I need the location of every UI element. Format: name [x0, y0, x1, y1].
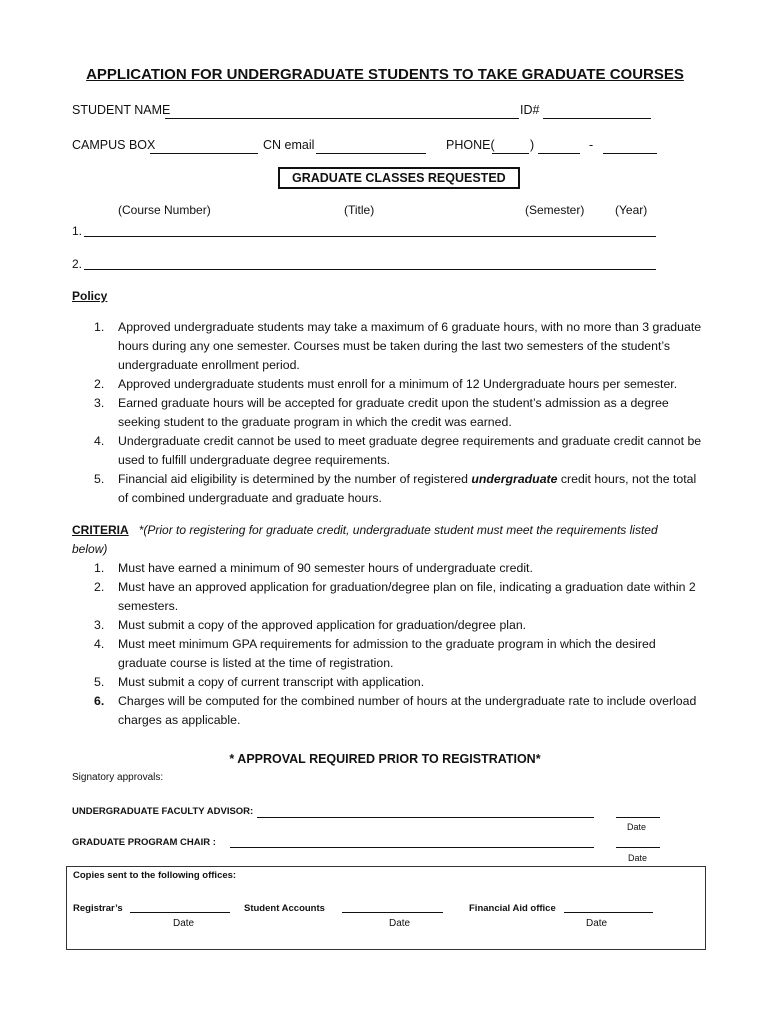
- student-name-field[interactable]: [165, 118, 519, 119]
- criteria-item: 3. Must submit a copy of the approved application for graduation/degree plan.: [94, 618, 527, 632]
- criteria-note: *(Prior to registering for graduate credit, undergraduate student must meet the requirements listed below): [72, 523, 658, 556]
- faculty-advisor-date-label: Date: [627, 822, 647, 832]
- registrar-date-label: Date: [173, 918, 195, 929]
- criteria-heading: CRITERIA: [72, 523, 129, 537]
- criteria-list: [72, 559, 702, 730]
- column-semester: (Semester): [525, 203, 585, 217]
- column-title: (Title): [344, 203, 375, 217]
- program-chair-date-label: Date: [628, 853, 648, 863]
- campus-box-field[interactable]: [150, 153, 258, 154]
- graduate-classes-header: GRADUATE CLASSES REQUESTED: [278, 167, 520, 189]
- phone-area-code-field[interactable]: [492, 153, 529, 154]
- policy-item: 4. Undergraduate credit cannot be used to meet graduate degree requirements and graduate credit cannot be used to fulfill undergraduate degree requirements.: [94, 434, 702, 467]
- undergraduate-emphasis: undergraduate: [471, 472, 558, 486]
- criteria-intro: [72, 521, 692, 559]
- student-accounts-label: Student Accounts: [244, 903, 325, 914]
- id-label: ID#: [520, 103, 540, 117]
- course-row-2-field[interactable]: [84, 269, 656, 270]
- registrar-date-field[interactable]: [130, 912, 230, 913]
- column-year: (Year): [615, 203, 648, 217]
- column-course-number: (Course Number): [118, 203, 211, 217]
- criteria-item: 4. Must meet minimum GPA requirements for admission to the graduate program in which the desired graduate course is listed at the time of registration.: [94, 637, 656, 670]
- faculty-advisor-date-field[interactable]: [616, 817, 660, 818]
- policy-list: [72, 318, 702, 508]
- program-chair-label: GRADUATE PROGRAM CHAIR :: [72, 837, 216, 848]
- faculty-advisor-label: UNDERGRADUATE FACULTY ADVISOR:: [72, 806, 254, 817]
- policy-item: 3. Earned graduate hours will be accepted for graduate credit upon the student’s admission as a degree seeking student to the graduate program in which the credit was earned.: [94, 396, 669, 429]
- phone-close-paren: ): [530, 138, 535, 152]
- policy-heading: Policy: [72, 289, 108, 303]
- criteria-item: 1. Must have earned a minimum of 90 semester hours of undergraduate credit.: [94, 561, 533, 575]
- campus-box-label: CAMPUS BOX: [72, 138, 156, 152]
- financial-aid-date-field[interactable]: [564, 912, 653, 913]
- course-row-2-number: 2.: [72, 257, 83, 271]
- id-field[interactable]: [543, 118, 651, 119]
- faculty-advisor-signature-field[interactable]: [257, 817, 594, 818]
- approval-heading: * APPROVAL REQUIRED PRIOR TO REGISTRATION*: [229, 752, 541, 766]
- policy-item: 2. Approved undergraduate students must enroll for a minimum of 12 Undergraduate hours per semester.: [94, 377, 678, 391]
- cn-email-label: CN email: [263, 138, 315, 152]
- cn-email-field[interactable]: [316, 153, 426, 154]
- course-row-1-number: 1.: [72, 224, 83, 238]
- student-accounts-date-label: Date: [389, 918, 411, 929]
- phone-dash: -: [589, 138, 594, 152]
- policy-item: 5. Financial aid eligibility is determined by the number of registered undergraduate credit hours, not the total of combined undergraduate and graduate hours.: [94, 472, 697, 505]
- form-title: APPLICATION FOR UNDERGRADUATE STUDENTS TO TAKE GRADUATE COURSES: [86, 66, 684, 83]
- copies-heading: Copies sent to the following offices:: [73, 870, 237, 881]
- student-name-label: STUDENT NAME: [72, 103, 171, 117]
- course-row-1-field[interactable]: [84, 236, 656, 237]
- program-chair-signature-field[interactable]: [230, 847, 594, 848]
- program-chair-date-field[interactable]: [616, 847, 660, 848]
- criteria-item: 6. Charges will be computed for the combined number of hours at the undergraduate rate to include overload charges as applicable.: [94, 694, 697, 727]
- financial-aid-date-label: Date: [586, 918, 608, 929]
- phone-line-field[interactable]: [603, 153, 657, 154]
- student-accounts-date-field[interactable]: [342, 912, 443, 913]
- phone-label: PHONE(: [446, 138, 495, 152]
- policy-item: 1. Approved undergraduate students may take a maximum of 6 graduate hours, with no more than 3 graduate hours during any one semester. Courses must be taken during the last two semesters of the student’s undergraduate enrollment period.: [94, 320, 702, 372]
- signatory-label: Signatory approvals:: [72, 772, 164, 783]
- financial-aid-label: Financial Aid office: [469, 903, 556, 914]
- registrar-label: Registrar’s: [73, 903, 123, 914]
- criteria-item: 2. Must have an approved application for graduation/degree plan on file, indicating a graduation date within 2 semesters.: [94, 580, 696, 613]
- phone-prefix-field[interactable]: [538, 153, 580, 154]
- criteria-item: 5. Must submit a copy of current transcript with application.: [94, 675, 425, 689]
